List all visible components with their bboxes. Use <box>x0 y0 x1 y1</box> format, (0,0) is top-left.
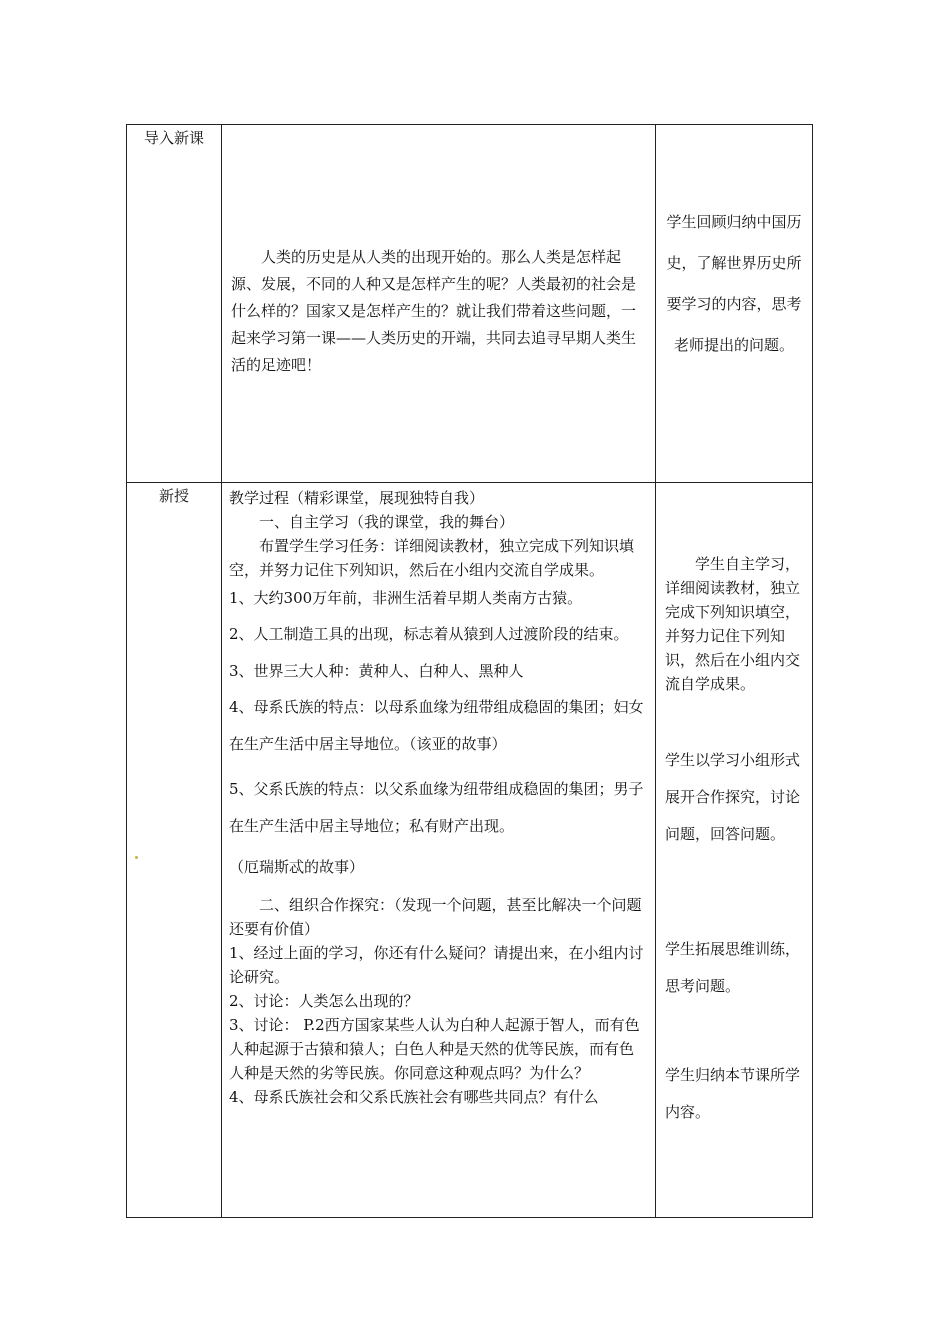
part1-task: 布置学生学习任务：详细阅读教材，独立完成下列知识填空，并努力记住下列知识，然后在小组内交流自学成果。 <box>229 537 635 579</box>
intro-student-activity: 学生回顾归纳中国历史，了解世界历史所要学习的内容，思考老师提出的问题。 <box>666 213 802 354</box>
student-activity-self-study: 学生自主学习，详细阅读教材，独立完成下列知识填空，并努力记住下列知识，然后在小组内交流自学成果。 <box>665 555 801 693</box>
process-heading: 教学过程（精彩课堂，展现独特自我） <box>229 489 485 507</box>
stage-label-new: 新授 <box>127 483 222 1218</box>
stray-dot-mark <box>135 856 138 859</box>
student-activity-cooperation: 学生以学习小组形式展开合作探究，讨论问题，回答问题。 <box>665 751 801 843</box>
knowledge-item-2: 2、人工制造工具的出现，标志着从猿到人过渡阶段的结束。 <box>229 625 629 643</box>
part1-title: 一、自主学习（我的课堂，我的舞台） <box>259 513 515 531</box>
intro-student-cell <box>656 125 813 483</box>
knowledge-item-4: 4、母系氏族的特点：以母系血缘为纽带组成稳固的集团；妇女在生产生活中居主导地位。（该亚的故事） <box>229 698 644 753</box>
knowledge-item-1: 1、大约300万年前，非洲生活着早期人类南方古猿。 <box>229 589 583 607</box>
new-student-cell <box>656 483 813 1218</box>
intro-content-cell <box>222 125 656 483</box>
table-row-intro <box>127 125 813 483</box>
knowledge-item-5: 5、父系氏族的特点：以父系血缘为纽带组成稳固的集团；男子在生产生活中居主导地位；私有财产出现。 <box>229 780 644 835</box>
knowledge-item-5-story: （厄瑞斯忒的故事） <box>229 858 365 876</box>
stage-label-intro: 导入新课 <box>127 125 222 483</box>
question-4: 4、母系氏族社会和父系氏族社会有哪些共同点？有什么 <box>229 1088 599 1106</box>
part2-title: 二、组织合作探究：（发现一个问题，甚至比解决一个问题还要有价值） <box>229 896 642 938</box>
question-1: 1、经过上面的学习，你还有什么疑问？请提出来，在小组内讨论研究。 <box>229 944 644 986</box>
table-row-new-lesson <box>127 483 813 1218</box>
process-cell <box>222 483 656 1218</box>
knowledge-item-3: 3、世界三大人种：黄种人、白种人、黑种人 <box>229 662 524 680</box>
student-activity-summary: 学生归纳本节课所学内容。 <box>665 1066 801 1121</box>
question-2: 2、讨论：人类怎么出现的？ <box>229 992 419 1010</box>
intro-paragraph: 人类的历史是从人类的出现开始的。那么人类是怎样起源、发展，不同的人种又是怎样产生的呢？人类最初的社会是什么样的？国家又是怎样产生的？就让我们带着这些问题，一起来学习第一课——人类历史的开端，共同去追寻早期人类生活的足迹吧！ <box>231 248 637 374</box>
question-3: 3、讨论： P.2西方国家某些人认为白种人起源于智人，而有色人种起源于古猿和猿人；白色人种是天然的优等民族，而有色人种是天然的劣等民族。你同意这种观点吗？为什么？ <box>229 1016 640 1082</box>
student-activity-extension: 学生拓展思维训练，思考问题。 <box>665 940 801 995</box>
lesson-plan-table <box>126 124 813 1218</box>
